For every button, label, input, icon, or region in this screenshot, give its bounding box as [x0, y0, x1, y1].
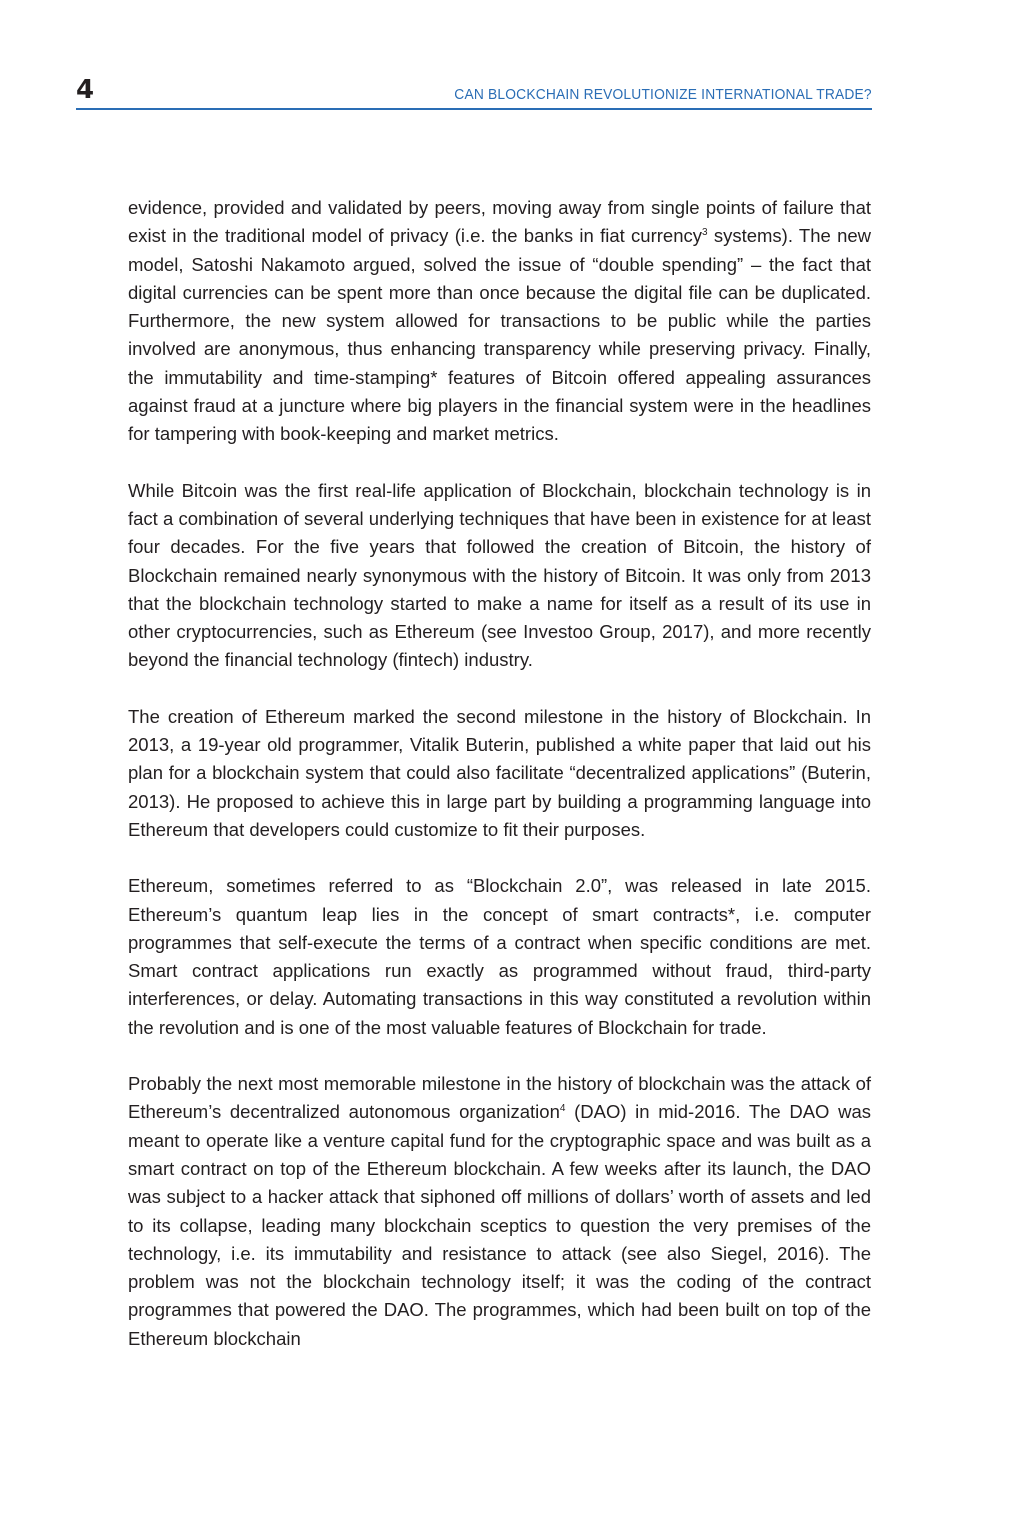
running-title: CAN BLOCKCHAIN REVOLUTIONIZE INTERNATIONAL TRADE?	[454, 86, 872, 103]
footnote-marker-3[interactable]: 3	[702, 227, 708, 239]
text-run: systems). The new model, Satoshi Nakamoto argued, solved the issue of “double spending” – the fact that digital currencies can be spent more than once because the digital file can be duplicated. Furthermore, the new system allowed for transactions to be public while the parties involved are anonymous, thus enhancing transparency while preserving privacy. Finally, the immutability and time-stamping* features of Bitcoin offered appealing assurances against fraud at a juncture where big players in the financial system were in the headlines for tampering with book-keeping and market metrics.	[128, 225, 872, 445]
paragraph-privacy-model	[128, 194, 871, 449]
text-run: Probably the next most memorable milestone in the history of blockchain was the attack of Ethereum’s decentralized autonomous organization	[128, 1073, 871, 1123]
footnote-marker-4[interactable]: 4	[559, 1103, 566, 1115]
text-run: (DAO) in mid-2016. The DAO was meant to operate like a venture capital fund for the cryptographic space and was built as a smart contract on top of the Ethereum blockchain. A few weeks after its launch, the DAO was subject to a hacker attack that siphoned off millions of dollars’ worth of assets and led to its collapse, leading many blockchain sceptics to question the very premises of the technology, i.e. its immutability and resistance to attack (see also Siegel, 2016). The problem was not the blockchain technology itself; it was the coding of the contract programmes that powered the DAO. The programmes, which had been built on top of the Ethereum blockchain	[128, 1101, 871, 1349]
page-header	[76, 76, 872, 110]
text-run: evidence, provided and validated by peers, moving away from single points of failure that exist in the traditional model of privacy (i.e. the banks in fiat currency	[128, 197, 871, 247]
paragraph-dao-attack	[128, 1070, 871, 1353]
paragraph-ethereum-creation: The creation of Ethereum marked the second milestone in the history of Blockchain. In 2013, a 19-year old programmer, Vitalik Buterin, published a white paper that laid out his plan for a blockchain system that could also facilitate “decentralized applications” (Buterin, 2013). He proposed to achieve this in large part by building a programming language into Ethereum that developers could customize to fit their purposes.	[128, 705, 871, 840]
paragraph-bitcoin-history: While Bitcoin was the first real-life application of Blockchain, blockchain technology is in fact a combination of several underlying techniques that have been in existence for at least four decades. For the five years that followed the creation of Bitcoin, the history of Blockchain remained nearly synonymous with the history of Bitcoin. It was only from 2013 that the blockchain technology started to make a name for itself as a result of its use in other cryptocurrencies, such as Ethereum (see Investoo Group, 2017), and more recently beyond the financial technology (fintech) industry.	[128, 479, 871, 671]
page-number: 4	[76, 75, 95, 105]
body-text	[128, 194, 871, 1381]
paragraph-smart-contracts: Ethereum, sometimes referred to as “Blockchain 2.0”, was released in late 2015. Ethereum’s quantum leap lies in the concept of smart contracts*, i.e. computer programmes that self-execute the terms of a contract when specific conditions are met. Smart contract applications run exactly as programmed without fraud, third-party interferences, or delay. Automating transactions in this way constituted a revolution within the revolution and is one of the most valuable features of Blockchain for trade.	[128, 875, 871, 1038]
